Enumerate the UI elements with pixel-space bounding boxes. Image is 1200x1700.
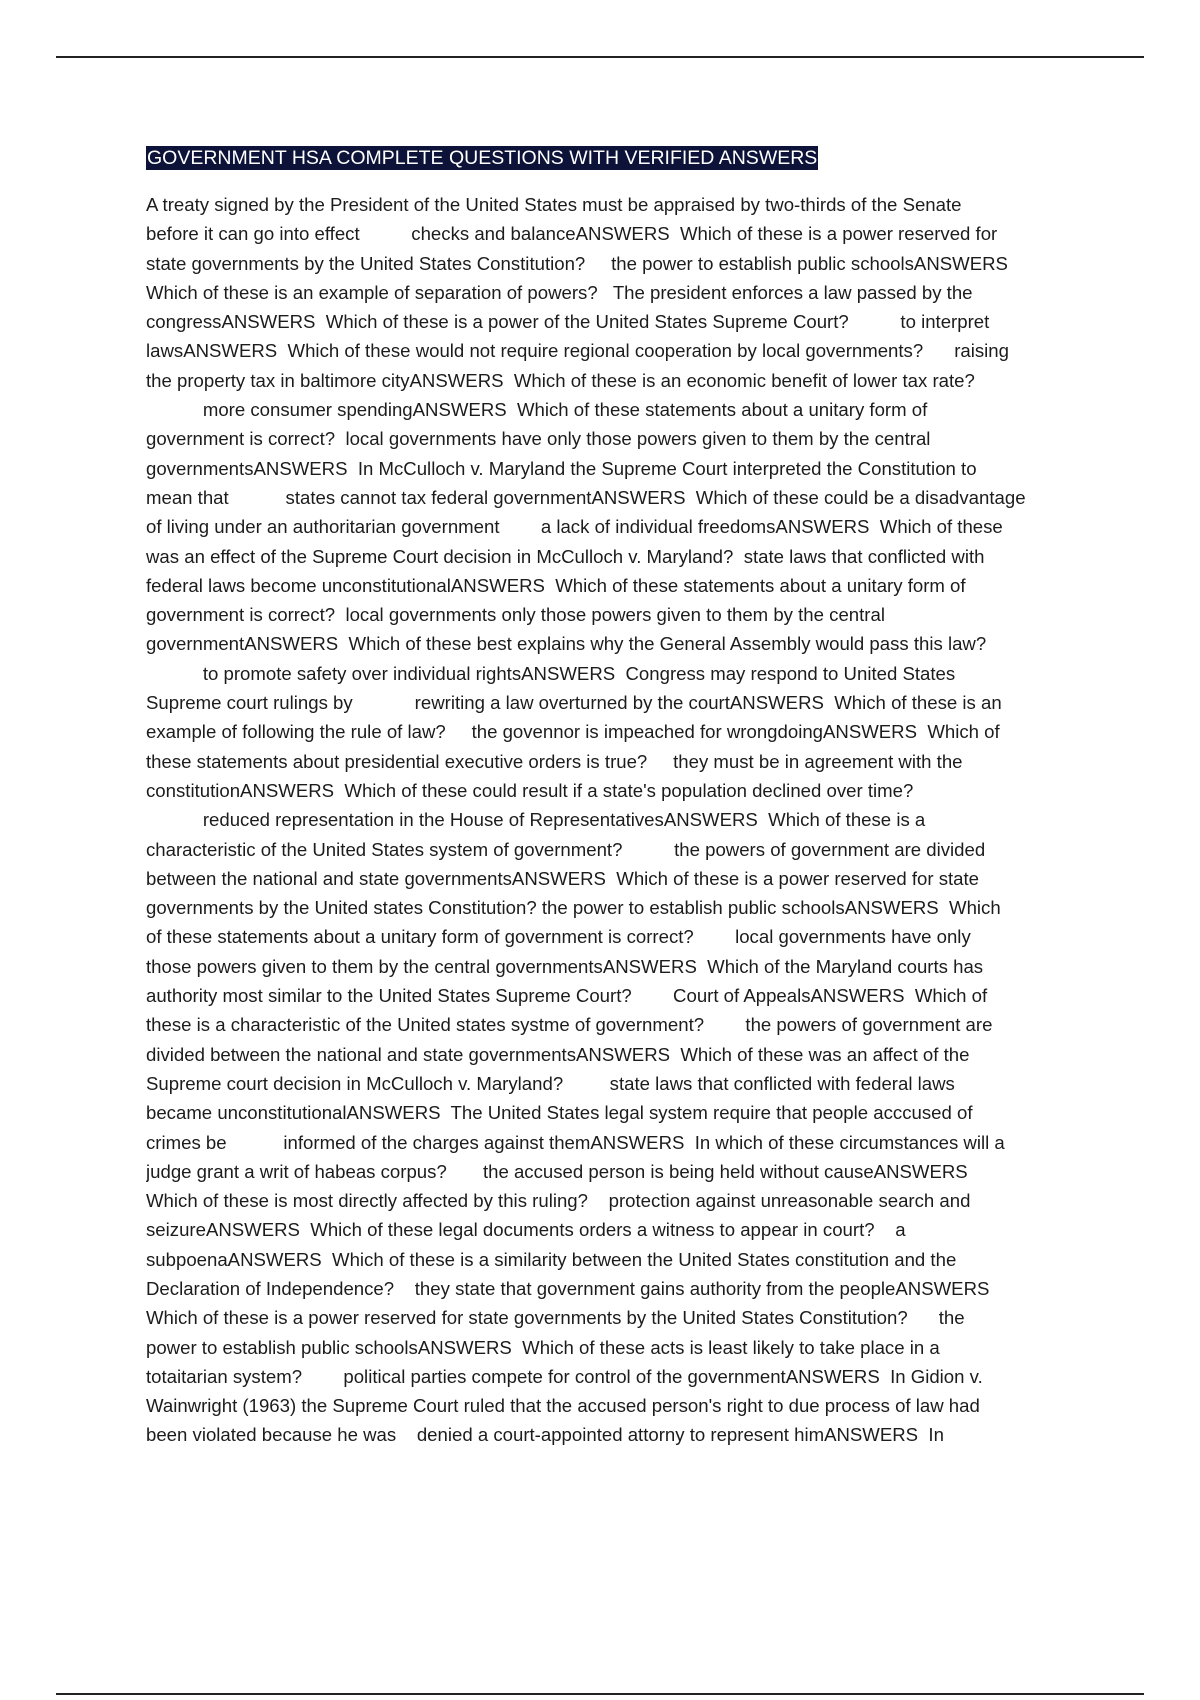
body-line: Which of these is a power reserved for state governments by the United States Constitution? the: [146, 1307, 965, 1329]
body-line: of these statements about a unitary form of government is correct? local governments have only: [146, 926, 971, 948]
body-line: government is correct? local governments have only those powers given to them by the central: [146, 428, 931, 450]
body-line: those powers given to them by the central governmentsANSWERS Which of the Maryland courts has: [146, 955, 984, 977]
body-line: Wainwright (1963) the Supreme Court ruled that the accused person's right to due process of law had: [146, 1395, 980, 1417]
bottom-rule: [56, 1693, 1144, 1695]
body-line: before it can go into effect checks and balanceANSWERS Which of these is a power reserved for: [146, 223, 998, 245]
body-line: these is a characteristic of the United states systme of government? the powers of government are: [146, 1014, 993, 1036]
body-line: subpoenaANSWERS Which of these is a similarity between the United States constitution and the: [146, 1248, 957, 1270]
body-line: judge grant a writ of habeas corpus? the accused person is being held without causeANSWERS: [146, 1160, 968, 1182]
body-line: Declaration of Independence? they state that government gains authority from the peopleANSWERS: [146, 1277, 990, 1299]
body-line: crimes be informed of the charges against themANSWERS In which of these circumstances will a: [146, 1131, 1005, 1153]
body-line: governmentANSWERS Which of these best explains why the General Assembly would pass this law?: [146, 633, 987, 655]
body-line: been violated because he was denied a court-appointed attorny to represent himANSWERS In: [146, 1424, 944, 1446]
body-line: power to establish public schoolsANSWERS Which of these acts is least likely to take place in a: [146, 1336, 940, 1358]
body-line: characteristic of the United States system of government? the powers of government are divided: [146, 838, 986, 860]
body-line: lawsANSWERS Which of these would not require regional cooperation by local governments? raising: [146, 340, 1009, 362]
body-line: more consumer spendingANSWERS Which of these statements about a unitary form of: [146, 399, 928, 421]
body-line: A treaty signed by the President of the United States must be appraised by two-thirds of the Senate: [146, 194, 962, 215]
body-line: federal laws become unconstitutionalANSWERS Which of these statements about a unitary form of: [146, 574, 966, 596]
body-line: authority most similar to the United States Supreme Court? Court of AppealsANSWERS Which of: [146, 985, 988, 1007]
body-line: seizureANSWERS Which of these legal documents orders a witness to appear in court? a: [146, 1219, 906, 1241]
body-line: these statements about presidential executive orders is true? they must be in agreement with the: [146, 750, 963, 772]
document-title: GOVERNMENT HSA COMPLETE QUESTIONS WITH VERIFIED ANSWERS: [147, 147, 818, 169]
body-line: governmentsANSWERS In McCulloch v. Maryland the Supreme Court interpreted the Constitution to: [146, 457, 977, 479]
body-line: between the national and state governmentsANSWERS Which of these is a power reserved for state: [146, 867, 980, 889]
body-line: of living under an authoritarian government a lack of individual freedomsANSWERS Which of these: [146, 516, 1003, 538]
body-line: example of following the rule of law? the govennor is impeached for wrongdoingANSWERS Which of: [146, 721, 1000, 743]
body-line: became unconstitutionalANSWERS The United States legal system require that people acccused of: [146, 1102, 973, 1124]
body-line: reduced representation in the House of RepresentativesANSWERS Which of these is a: [146, 809, 926, 831]
body-line: state governments by the United States Constitution? the power to establish public schoolsANSWERS: [146, 252, 1008, 274]
body-line: Which of these is an example of separation of powers? The president enforces a law passed by the: [146, 281, 973, 303]
top-rule: [56, 56, 1144, 58]
body-line: Supreme court decision in McCulloch v. Maryland? state laws that conflicted with federal laws: [146, 1072, 955, 1094]
body-line: divided between the national and state governmentsANSWERS Which of these was an affect of the: [146, 1043, 970, 1065]
body-line: Supreme court rulings by rewriting a law overturned by the courtANSWERS Which of these is an: [146, 692, 1002, 714]
body-line: mean that states cannot tax federal governmentANSWERS Which of these could be a disadvantage: [146, 486, 1026, 508]
body-line: congressANSWERS Which of these is a power of the United States Supreme Court? to interpret: [146, 311, 990, 333]
document-body: [146, 190, 1086, 1450]
body-line: was an effect of the Supreme Court decision in McCulloch v. Maryland? state laws that conflicted with: [146, 545, 985, 567]
body-line: governments by the United states Constitution? the power to establish public schoolsANSWERS Which: [146, 897, 1001, 919]
body-line: to promote safety over individual rightsANSWERS Congress may respond to United States: [146, 662, 956, 684]
body-line: Which of these is most directly affected by this ruling? protection against unreasonable search and: [146, 1190, 971, 1212]
body-line: totaitarian system? political parties compete for control of the governmentANSWERS In Gidion v.: [146, 1365, 983, 1387]
body-line: the property tax in baltimore cityANSWERS Which of these is an economic benefit of lower tax rate?: [146, 369, 975, 391]
body-line: government is correct? local governments only those powers given to them by the central: [146, 604, 885, 626]
body-line: constitutionANSWERS Which of these could result if a state's population declined over time?: [146, 779, 914, 801]
title-block: [146, 146, 1066, 170]
